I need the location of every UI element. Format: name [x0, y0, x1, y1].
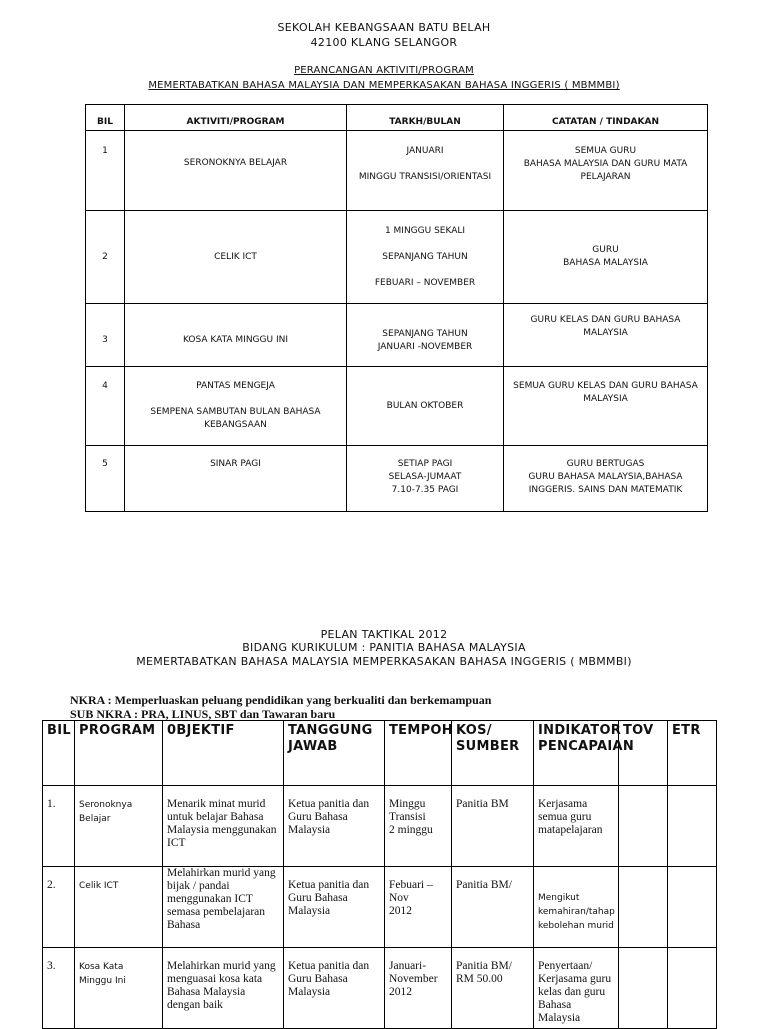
row-aktiviti: CELIK ICT — [125, 211, 347, 304]
col-header-tov: TOV — [619, 721, 668, 786]
row-tarikh: JANUARI MINGGU TRANSISI/ORIENTASI — [347, 131, 504, 211]
row-program: Kosa Kata Minggu Ini — [75, 948, 163, 1029]
row-tanggung-jawab: Ketua panitia dan Guru Bahasa Malaysia — [284, 948, 385, 1029]
row-aktiviti: KOSA KATA MINGGU INI — [125, 304, 347, 367]
table-row — [43, 867, 717, 948]
col-header-catatan: CATATAN / TINDAKAN — [504, 105, 708, 131]
row-tarikh: SETIAP PAGI SELASA-JUMAAT 7.10-7.35 PAGI — [347, 446, 504, 512]
col-header-tanggung-jawab: TANGGUNG JAWAB — [284, 721, 385, 786]
activity-table-header — [86, 105, 708, 131]
row-indikator: Kerjasama semua guru matapelajaran — [534, 786, 619, 867]
col-header-indikator: INDIKATOR PENCAPAIAN — [534, 721, 619, 786]
col-header-bil: BIL — [86, 105, 125, 131]
table-row — [43, 786, 717, 867]
col-header-aktiviti: AKTIVITI/PROGRAM — [125, 105, 347, 131]
row-bil: 1. — [43, 786, 75, 867]
pelan-title: PELAN TAKTIKAL 2012 — [320, 628, 448, 641]
sub-nkra-text: SUB NKRA : PRA, LINUS, SBT dan Tawaran baru — [70, 707, 336, 721]
col-header-tempoh: TEMPOH — [385, 721, 452, 786]
activity-table — [85, 104, 708, 512]
row-catatan: SEMUA GURU BAHASA MALAYSIA DAN GURU MATA PELAJARAN — [504, 131, 708, 211]
table-row — [86, 367, 708, 446]
row-catatan: GURU BAHASA MALAYSIA — [504, 211, 708, 304]
row-kos: Panitia BM/ RM 50.00 — [452, 948, 534, 1029]
row-etr — [668, 948, 717, 1029]
row-aktiviti: SERONOKNYA BELAJAR — [125, 131, 347, 211]
row-bil: 1 — [86, 131, 125, 211]
row-tarikh: 1 MINGGU SEKALI SEPANJANG TAHUN FEBUARI – NOVEMBER — [347, 211, 504, 304]
row-kos: Panitia BM/ — [452, 867, 534, 948]
pelan-subtitle: MEMERTABATKAN BAHASA MALAYSIA MEMPERKASAKAN BAHASA INGGERIS ( MBMMBI) — [136, 655, 632, 668]
row-tanggung-jawab: Ketua panitia dan Guru Bahasa Malaysia — [284, 786, 385, 867]
row-aktiviti: SINAR PAGI — [125, 446, 347, 512]
row-program: Seronoknya Belajar — [75, 786, 163, 867]
plan-subtitle: MEMERTABATKAN BAHASA MALAYSIA DAN MEMPERKASAKAN BAHASA INGGERIS ( MBMMBI) — [148, 80, 620, 91]
row-tanggung-jawab: Ketua panitia dan Guru Bahasa Malaysia — [284, 867, 385, 948]
row-etr — [668, 786, 717, 867]
row-indikator: Mengikut kemahiran/tahap kebolehan murid — [534, 867, 619, 948]
row-kos: Panitia BM — [452, 786, 534, 867]
row-etr — [668, 867, 717, 948]
table-row — [43, 948, 717, 1029]
plan-title: PERANCANGAN AKTIVITI/PROGRAM — [294, 65, 474, 76]
row-bil: 2. — [43, 867, 75, 948]
row-objektif: Melahirkan murid yang menguasai kosa kata Bahasa Malaysia dengan baik — [163, 948, 284, 1029]
table-row — [86, 211, 708, 304]
row-tov — [619, 786, 668, 867]
row-tempoh: Febuari – Nov 2012 — [385, 867, 452, 948]
nkra-text: NKRA : Memperluaskan peluang pendidikan yang berkualiti dan berkemampuan — [70, 693, 492, 707]
tactical-plan-table — [42, 720, 717, 1029]
row-program: Celik ICT — [75, 867, 163, 948]
col-header-program: PROGRAM — [75, 721, 163, 786]
row-aktiviti: PANTAS MENGEJA SEMPENA SAMBUTAN BULAN BAHASA KEBANGSAAN — [125, 367, 347, 446]
pelan-bidang: BIDANG KURIKULUM : PANITIA BAHASA MALAYSIA — [242, 641, 526, 654]
row-bil: 2 — [86, 211, 125, 304]
row-bil: 3 — [86, 304, 125, 367]
row-tempoh: Januari- November 2012 — [385, 948, 452, 1029]
table-row — [86, 304, 708, 367]
col-header-etr: ETR — [668, 721, 717, 786]
row-bil: 3. — [43, 948, 75, 1029]
school-header — [0, 20, 768, 50]
col-header-kos: KOS/ SUMBER — [452, 721, 534, 786]
row-tempoh: Minggu Transisi 2 minggu — [385, 786, 452, 867]
row-tarikh: SEPANJANG TAHUN JANUARI -NOVEMBER — [347, 304, 504, 367]
row-objektif: Menarik minat murid untuk belajar Bahasa Malaysia menggunakan ICT — [163, 786, 284, 867]
school-address: 42100 KLANG SELANGOR — [310, 36, 458, 49]
col-header-tarikh: TARKH/BULAN — [347, 105, 504, 131]
row-indikator: Penyertaan/ Kerjasama guru kelas dan guru Bahasa Malaysia — [534, 948, 619, 1029]
table-row — [86, 131, 708, 211]
school-name: SEKOLAH KEBANGSAAN BATU BELAH — [277, 21, 491, 34]
row-bil: 5 — [86, 446, 125, 512]
tactical-table-header — [43, 721, 717, 786]
row-bil: 4 — [86, 367, 125, 446]
table-row — [86, 446, 708, 512]
col-header-objektif: 0BJEKTIF — [163, 721, 284, 786]
row-catatan: SEMUA GURU KELAS DAN GURU BAHASA MALAYSIA — [504, 367, 708, 446]
row-objektif: Melahirkan murid yang bijak / pandai menggunakan ICT semasa pembelajaran Bahasa — [163, 867, 284, 948]
row-catatan: GURU KELAS DAN GURU BAHASA MALAYSIA — [504, 304, 708, 367]
row-catatan: GURU BERTUGAS GURU BAHASA MALAYSIA,BAHASA INGGERIS. SAINS DAN MATEMATIK — [504, 446, 708, 512]
row-tarikh: BULAN OKTOBER — [347, 367, 504, 446]
row-tov — [619, 948, 668, 1029]
row-tov — [619, 867, 668, 948]
col-header-bil: BIL — [43, 721, 75, 786]
